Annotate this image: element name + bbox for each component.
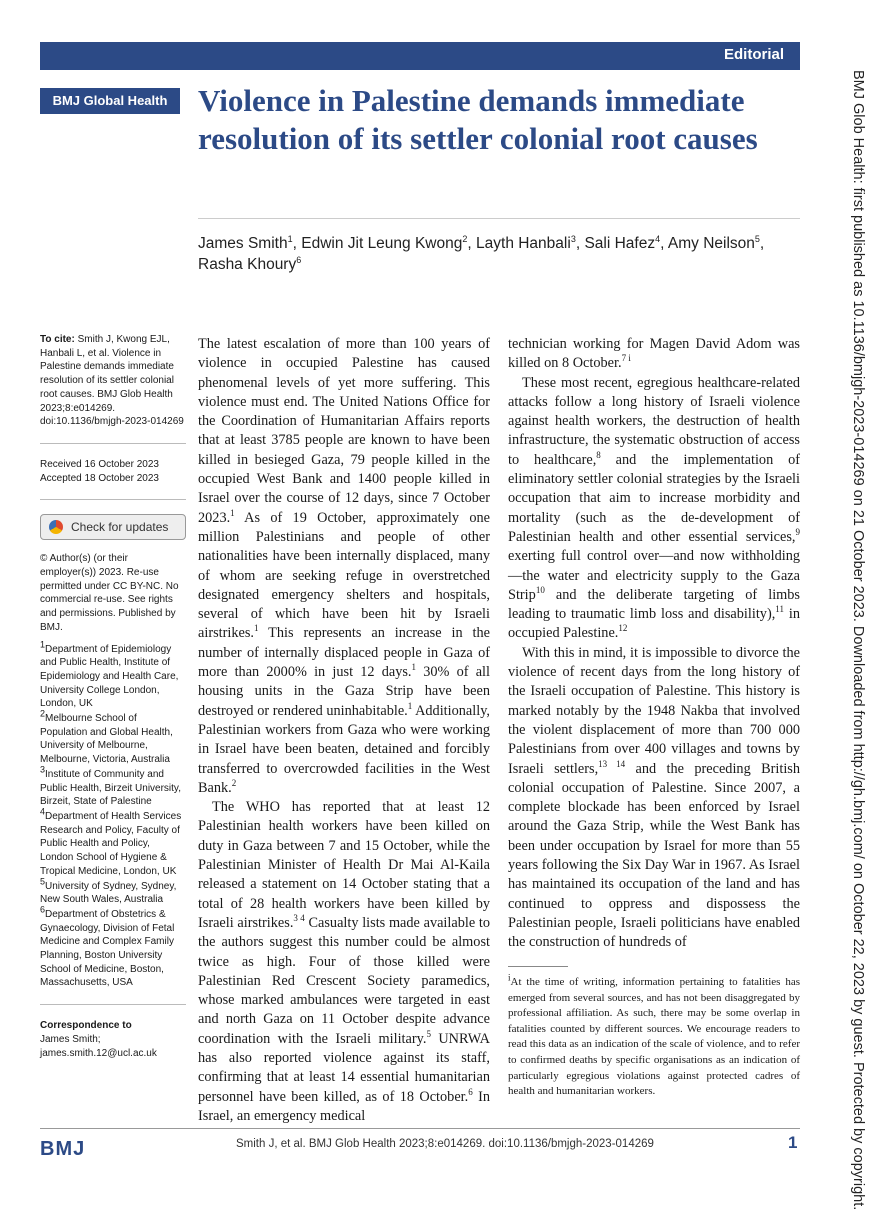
body-paragraph: With this in mind, it is impossible to divorce the violence of recent days from the long history of the Israeli occupation of Palestine. This history is marked notably by the 1948 Nakba that involved the violent displacement of more than 700 000 Palestinians from over 400 villages and towns by Israeli settlers,$^{13 14}$ and the preceding British colonial occupation of Palestine. Since 2007, a complete blockade has been enforced by Israel around the Gaza Strip, while the West Bank has been under occupation by Israel for more than 55 years following the Six Day War in 1967. As Israel has maintained its occupation of the land and has continued to oppress and dispossess the Palestinian people, Israeli politicians have enabled the construction of hundreds of (508, 644, 800, 951)
section-label: Editorial (723, 46, 784, 63)
affiliation-item: $^2$Melbourne School of Population and Global Health, University of Melbourne, Melbourne, Victoria, Australia (40, 708, 173, 766)
correspondence-name: James Smith; (40, 1033, 101, 1045)
download-margin-note (848, 70, 870, 1210)
correspondence-label: Correspondence to (40, 1020, 132, 1032)
received-date: Received 16 October 2023 (40, 458, 159, 470)
reference-marker[interactable]: 11 (775, 604, 784, 615)
affiliation-item: $^3$Institute of Community and Public Health, Birzeit University, Birzeit, State of Palestine (40, 764, 181, 808)
correspondence-email[interactable]: james.smith.12@ucl.ac.uk (40, 1047, 157, 1059)
author-name: Rasha Khoury (198, 256, 297, 273)
check-updates-label: Check for updates (71, 520, 169, 535)
footer-divider (40, 1128, 800, 1129)
footnote: $^i$At the time of writing, information pertaining to fatalities has emerged from several sources, and has not been disaggregated by professional affiliation. As such, there may be some overlap in fatalities counted by different sources. We encourage readers to read this data as an indication of the scale of violence, and to refer to confirmed deaths by specific organisations as an indication of particularly egregious violations against protected cadres of health and humanitarian workers. (508, 972, 800, 1098)
affiliation-list (40, 639, 186, 991)
affiliation-item: $^5$University of Sydney, Sydney, New South Wales, Australia (40, 876, 177, 906)
body-paragraph: technician working for Magen David Adom was killed on 8 October.$^{7 i}$ (508, 336, 800, 372)
cite-label: To cite: (40, 334, 75, 345)
reference-marker[interactable]: 6 (468, 1086, 473, 1097)
body-paragraph: The latest escalation of more than 100 years of violence in occupied Palestine has caused phenomenal levels of yet more suffering. This violence must end. The United Nations Office for the Coordination of Humanitarian Affairs reports that at least 3785 people are known to have been killed in besieged Gaza, 79 people killed in the occupied West Bank and 1400 people killed in Israel over the course of 12 days, since 7 October 2023.$^1$ As of 19 October, approximately one million Palestinians and people of other nationalities have been internally displaced, many of whom are seeking refuge in overstretched designated emergency shelters and hospitals, several of which have been hit by Israeli airstrikes.$^1$ This represents an increase in the number of internally displaced people in Gaza of more than 2000% in just 12 days.$^1$ 30% of all housing units in the Gaza Strip have been destroyed or rendered uninhabitable.$^1$ Additionally, Palestinian workers from Gaza who were working in Israel have been beaten, detained and forcibly transferred to overcrowded facilities in the West Bank.$^2$ (198, 336, 490, 796)
reference-marker[interactable]: 1 (230, 507, 235, 518)
affiliation-item: $^4$Department of Health Services Research and Policy, Faculty of Public Health and Policy, London School of Hygiene & Tropical Medicine, London, UK (40, 806, 182, 877)
affiliation-item: $^1$Department of Epidemiology and Public Health, Institute of Epidemiology and Health Care, University College London, London, UK (40, 639, 179, 710)
article-title: Violence in Palestine demands immediate resolution of its settler colonial root causes (198, 83, 758, 156)
body-paragraph: The WHO has reported that at least 12 Palestinian health workers have been killed on duty in Gaza between 7 and 15 October, while the Palestinian Minister of Health Dr Mai Al-Kaila released a statement on 14 October stating that a total of 28 health workers have been killed by Israeli airstrikes.$^{3 4}$ Casualty lists made available to the authors suggest this number could be almost twice as high. Four of those killed were Palestinian Red Crescent Society paramedics, whose marked ambulances were targeted in east and north Gaza on 11 October despite advance coordination with the Israeli military.$^5$ UNRWA has also reported violence against its staff, confirming that at least 14 essential humanitarian personnel have been killed, as of 18 October.$^6$ In Israel, an emergency medical (198, 799, 491, 1124)
reference-marker[interactable]: 5 (426, 1028, 431, 1039)
author-name: Sali Hafez (584, 235, 656, 252)
margin-note-text: BMJ Glob Health: first published as 10.1136/bmjgh-2023-014269 on 21 October 2023. Downloaded from http://gh.bmj.com/ on October 22, 2023 by guest. Protected by copyright. (850, 70, 866, 1210)
author-affiliation-marker: 3 (570, 233, 576, 244)
citation-block (40, 333, 186, 429)
reference-marker[interactable]: 1 (411, 662, 417, 673)
copyright-notice: © Author(s) (or their employer(s)) 2023. Re-use permitted under CC BY-NC. No commercial re-use. See rights and permissions. Published by BMJ. (40, 553, 179, 633)
author-affiliation-marker: 4 (655, 233, 661, 244)
author-name: Amy Neilson (667, 235, 755, 252)
reference-marker[interactable]: 3 4 (293, 913, 305, 924)
author-name: Edwin Jit Leung Kwong (301, 235, 463, 252)
section-header-bar (40, 42, 800, 70)
reference-marker[interactable]: 1 (407, 700, 413, 711)
bmj-footer-logo: BMJ (40, 1138, 86, 1160)
journal-brand-logo: BMJ Global Health (40, 88, 180, 114)
body-paragraph: These most recent, egregious healthcare-related attacks follow a long history of Israeli violence against health workers, the destruction of health infrastructure, the systematic obstruction of access to healthcare,$^8$ and the implementation of eliminatory settler colonial strategies by the Israeli occupation that aim to increase morbidity and mortality (such as the de-development of Palestinian health and other essential services,$^9$ exerting full control over—and now withholding—the water and electricity supply to the Gaza Strip$^{10}$ and the deliberate targeting of limbs leading to traumatic limb loss and disability),$^{11}$ in occupied Palestine.$^{12}$ (508, 374, 800, 642)
crossmark-icon (49, 520, 63, 534)
author-affiliation-marker: 5 (754, 233, 760, 244)
reference-marker[interactable]: 10 (535, 585, 545, 596)
author-affiliation-marker: 6 (296, 254, 302, 265)
author-name: Layth Hanbali (476, 235, 571, 252)
sidebar-divider (40, 443, 186, 444)
reference-marker[interactable]: 13 14 (598, 758, 626, 769)
check-for-updates-button[interactable] (40, 514, 186, 540)
author-name: James Smith (198, 235, 288, 252)
article-sidebar (40, 333, 186, 1060)
affiliation-item: $^6$Department of Obstetrics & Gynaecology, Division of Fetal Medicine and Complex Family Planning, Boston University School of Medicine, Boston, Massachusetts, USA (40, 904, 175, 989)
page-number: 1 (788, 1133, 798, 1152)
title-divider (198, 218, 800, 219)
body-column-1 (198, 335, 490, 1126)
correspondence-block (40, 1019, 186, 1060)
reference-marker[interactable]: i (508, 972, 511, 983)
author-affiliation-marker: 2 (462, 233, 468, 244)
reference-marker[interactable]: 1 (253, 623, 259, 634)
sidebar-divider (40, 499, 186, 500)
reference-marker[interactable]: 9 (795, 527, 800, 538)
author-list: James Smith$^1$, Edwin Jit Leung Kwong$^2$, Layth Hanbali$^3$, Sali Hafez$^4$, Amy Neilson$^5$, Rasha Khoury$^6$ (198, 233, 765, 273)
reference-marker[interactable]: 12 (618, 623, 628, 634)
cite-text: Smith J, Kwong EJL, Hanbali L, et al. Violence in Palestine demands immediate resolution of its settler colonial root causes. BMJ Glob Health 2023;8:e014269. doi:10.1136/bmjgh-2023-014269 (40, 334, 184, 428)
reference-marker[interactable]: 2 (231, 778, 237, 789)
author-affiliation-marker: 1 (287, 233, 293, 244)
footnote-divider (508, 966, 568, 967)
reference-marker[interactable]: 7 i (621, 353, 631, 364)
footer-citation: Smith J, et al. BMJ Glob Health 2023;8:e014269. doi:10.1136/bmjgh-2023-014269 (236, 1138, 654, 1150)
body-column-2 (508, 335, 800, 953)
accepted-date: Accepted 18 October 2023 (40, 472, 159, 484)
reference-marker[interactable]: 8 (596, 450, 601, 461)
sidebar-divider (40, 1004, 186, 1005)
